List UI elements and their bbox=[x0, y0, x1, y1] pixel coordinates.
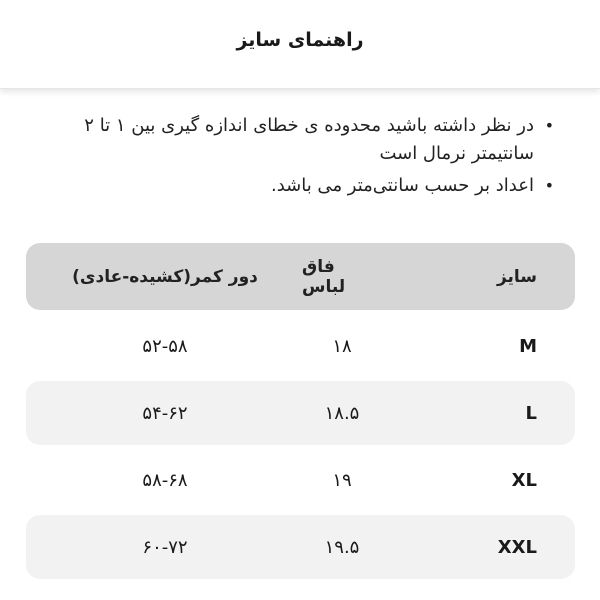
column-header-size: سایز bbox=[496, 266, 537, 287]
size-value: XXL bbox=[497, 536, 537, 558]
table-row bbox=[26, 381, 575, 445]
page-header bbox=[0, 0, 600, 89]
chest-cell: ۱۹.۵ bbox=[324, 536, 360, 558]
waist-cell: ۵۸-۶۸ bbox=[142, 469, 188, 491]
chest-cell: ۱۸.۵ bbox=[324, 402, 360, 424]
note-item: • اعداد بر حسب سانتی‌متر می باشد. bbox=[28, 172, 554, 200]
table-row bbox=[26, 515, 575, 579]
table-row bbox=[26, 314, 575, 378]
waist-cell: ۵۲-۵۸ bbox=[142, 335, 188, 357]
table-row bbox=[26, 448, 575, 512]
note-item: • در نظر داشته باشید محدوده ی خطای اندازه گیری بین ۱ تا ۲ سانتیمتر نرمال است bbox=[28, 112, 554, 168]
size-cell bbox=[512, 448, 537, 512]
page-title: راهنمای سایز bbox=[236, 29, 364, 51]
waist-cell: ۵۴-۶۲ bbox=[142, 402, 188, 424]
size-value: XL bbox=[511, 469, 537, 491]
chest-cell: ۱۸ bbox=[332, 335, 352, 357]
table-header-row bbox=[26, 243, 575, 310]
column-header-waist: دور کمر(کشیده-عادی) bbox=[72, 266, 258, 287]
size-cell bbox=[498, 515, 537, 579]
size-cell bbox=[519, 314, 537, 378]
size-cell bbox=[526, 381, 537, 445]
waist-cell: ۶۰-۷۲ bbox=[142, 536, 188, 558]
notes-list bbox=[28, 112, 572, 200]
chest-cell: ۱۹ bbox=[332, 469, 352, 491]
size-value: L bbox=[525, 402, 537, 424]
column-header-chest: فاق لباس bbox=[302, 256, 346, 297]
size-table bbox=[26, 243, 575, 582]
size-value: M bbox=[519, 335, 537, 357]
